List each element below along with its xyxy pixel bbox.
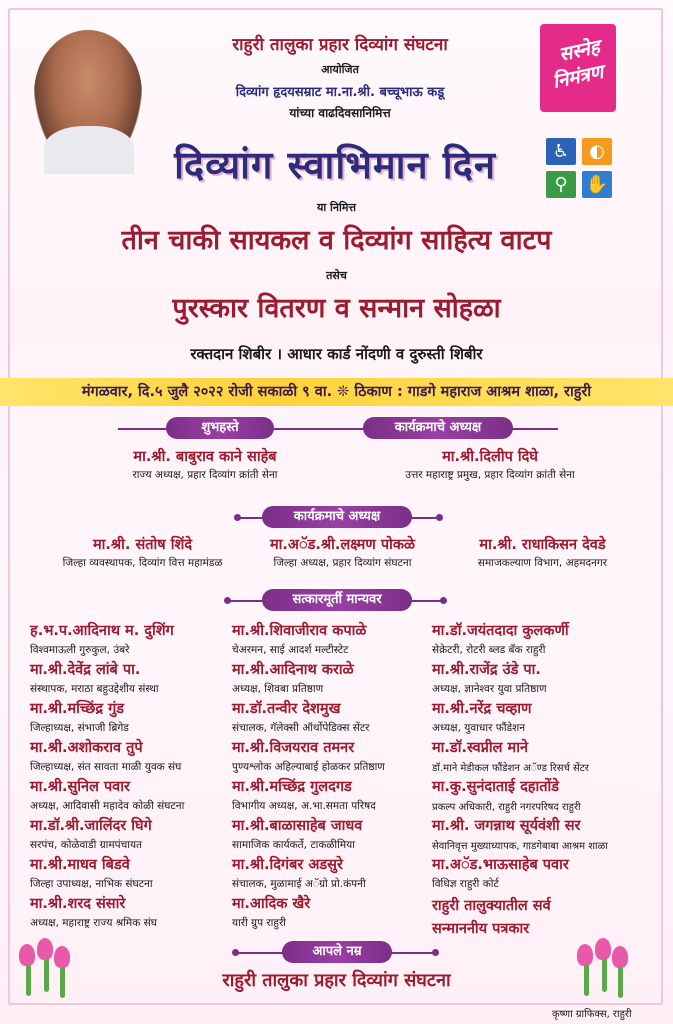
honoree-desc: विभागीय अध्यक्ष, अ.भा.समता परिषद bbox=[232, 800, 376, 812]
adhyaksha1-desc: उत्तर महाराष्ट्र प्रमुख, प्रहार दिव्यांग क्रांती सेना bbox=[405, 469, 575, 481]
honoree-desc: जिल्हाध्यक्ष, संभाजी ब्रिगेड bbox=[30, 722, 129, 734]
adhyaksha-label-2: कार्यक्रमाचे अध्यक्ष bbox=[262, 506, 412, 528]
honoree-desc: विश्वमाऊली गुरुकुल, उंबरे bbox=[30, 644, 130, 656]
rule-dot bbox=[440, 597, 447, 604]
tulip-decoration-left bbox=[14, 930, 74, 1000]
honoree-desc: संस्थापक, मराठा बहुउद्देशीय संस्था bbox=[30, 683, 159, 695]
honoree-name: मा.डॉ.श्री.जालिंदर घिगे bbox=[30, 818, 152, 834]
honoree-name: मा.श्री. जगन्नाथ सूर्यवंशी सर bbox=[432, 818, 581, 834]
honoree-desc: सेवानिवृत्त मुख्याध्यापक, गाडगेबाबा आश्रम शाळा bbox=[432, 841, 608, 852]
honoree-name: मा.कु.सुनंदाताई दहातोंडे bbox=[432, 779, 560, 795]
honoree-name: मा.अॅड.भाऊसाहेब पवार bbox=[432, 857, 569, 873]
sasneh-nimantran-badge bbox=[540, 24, 616, 112]
honoree-desc: यारी ग्रुप राहुरी bbox=[232, 917, 286, 929]
adhyaksha2-name-1: मा.श्री. संतोष शिंदे bbox=[92, 537, 193, 553]
sign-language-icon: ✋ bbox=[582, 171, 612, 198]
honoree-name: मा.श्री.विजयराव तमनर bbox=[232, 740, 355, 756]
shubhhaste-label: शुभहस्ते bbox=[166, 417, 274, 439]
honoree-name: मा.श्री.आदिनाथ कराळे bbox=[232, 662, 354, 678]
adhyaksha2-desc-2: जिल्हा अध्यक्ष, प्रहार दिव्यांग संघटना bbox=[273, 557, 412, 569]
honoree-desc: अध्यक्ष, महाराष्ट्र राज्य श्रमिक संघ bbox=[30, 917, 157, 929]
honoree-name: मा.श्री.राजेंद्र उंडे पा. bbox=[432, 662, 541, 678]
leader-name: दिव्यांग हृदयसम्राट मा.ना.श्री. बच्चूभाऊ कडू bbox=[235, 85, 445, 100]
honoree-name: मा.डॉ.तन्वीर देशमुख bbox=[232, 701, 341, 717]
honoree-name: मा.श्री.सुनिल पवार bbox=[30, 779, 130, 795]
honoree-name: मा.श्री.बाळासाहेब जाधव bbox=[232, 818, 363, 834]
ya-nimitta: या निमित्त bbox=[316, 201, 357, 214]
adhyaksha2-desc-3: समाजकल्याण विभाग, अहमदनगर bbox=[477, 557, 608, 569]
honoree-name: मा.श्री.दिगंबर अडसुरे bbox=[232, 857, 343, 873]
honoree-desc: सामाजिक कार्यकर्ते, टाकळीमिया bbox=[232, 839, 355, 851]
hearing-icon: ◐ bbox=[582, 138, 612, 165]
main-title: दिव्यांग स्वाभिमान दिन bbox=[174, 142, 496, 187]
honoree-name: मा.श्री.मच्छिंद्र गुलदगड bbox=[232, 779, 352, 795]
honoree-name: ह.भ.प.आदिनाथ म. दुशिंग bbox=[30, 623, 174, 639]
event-distribution-title: तीन चाकी सायकल व दिव्यांग साहित्य वाटप bbox=[121, 225, 552, 256]
honoree-desc: अध्यक्ष, आदिवासी महादेव कोळी संघटना bbox=[30, 800, 185, 812]
honoree-name: मा.श्री.शिवाजीराव कपाळे bbox=[232, 623, 367, 639]
honoree-name: मा.श्री.मच्छिंद्र गुंड bbox=[30, 701, 125, 717]
adhyaksha2-name-3: मा.श्री. राधाकिसन देवडे bbox=[479, 537, 606, 553]
honoree-desc: अध्यक्ष, शिवबा प्रतिष्ठाण bbox=[232, 683, 324, 695]
adhyaksha1-name: मा.श्री.दिलीप दिघे bbox=[442, 449, 538, 465]
badge-line-1: सस्नेह bbox=[557, 35, 602, 66]
rule-dot bbox=[234, 514, 241, 521]
honoree-name: मा.डॉ.जयंतदादा कुलकर्णी bbox=[432, 623, 569, 639]
badge-line-2: निमंत्रण bbox=[550, 60, 606, 94]
rule-dot bbox=[224, 597, 231, 604]
disability-icons bbox=[546, 138, 616, 200]
birthday-line: यांच्या वाढदिवसानिमित्त bbox=[289, 106, 391, 120]
honoree-name: मा.डॉ.स्वप्नील माने bbox=[432, 740, 529, 756]
shubhhaste-desc: राज्य अध्यक्ष, प्रहार दिव्यांग क्रांती सेना bbox=[132, 469, 278, 481]
satkar-label: सत्कारमूर्ती मान्यवर bbox=[262, 589, 412, 611]
adhyaksha2-desc-1: जिल्हा व्यवस्थापक, दिव्यांग वित्त महामंडळ bbox=[62, 557, 223, 569]
honoree-name: सन्माननीय पत्रकार bbox=[432, 921, 530, 937]
honoree-name: मा.श्री.शरद संसारे bbox=[30, 896, 126, 912]
organizer-label: आयोजित bbox=[321, 63, 359, 76]
honoree-name: मा.आदिक खैरे bbox=[232, 896, 311, 912]
honoree-desc: अध्यक्ष, युवाधार फौंडेशन bbox=[432, 722, 526, 734]
honoree-name: मा.श्री.माधव बिडवे bbox=[30, 857, 130, 873]
honoree-desc: अध्यक्ष, ज्ञानेश्वर युवा प्रतिष्ठाण bbox=[432, 683, 547, 695]
footer-label: आपले नम्र bbox=[282, 941, 392, 963]
honoree-desc: पुण्यश्लोक अहिल्याबाई होळकर प्रतिष्ठाण bbox=[232, 761, 385, 773]
wheelchair-icon: ♿ bbox=[546, 138, 576, 165]
honoree-name: राहुरी तालुक्यातील सर्व bbox=[432, 898, 551, 914]
honoree-name: मा.श्री.नरेंद्र चव्हाण bbox=[432, 701, 532, 717]
honoree-desc: सरपंच, कोळेवाडी ग्रामपंचायत bbox=[30, 839, 143, 851]
honoree-desc: प्रकल्प अधिकारी, राहुरी नगरपरिषद राहुरी bbox=[432, 802, 581, 813]
organizer-name: राहुरी तालुका प्रहार दिव्यांग संघटना bbox=[232, 35, 448, 55]
honoree-desc: जिल्हा उपाध्यक्ष, नाभिक संघटना bbox=[30, 878, 153, 890]
leader-photo bbox=[34, 30, 142, 172]
honoree-name: मा.श्री.अशोकराव तुपे bbox=[30, 740, 143, 756]
designer-credit: कृष्णा ग्राफिक्स, राहुरी bbox=[552, 1009, 632, 1020]
rule-dot bbox=[432, 949, 439, 956]
honoree-desc: डॉ.माने मेडीकल फौंडेशन अॅण्ड रिसर्च सेंटर bbox=[432, 763, 589, 774]
blind-person-icon: ⚲ bbox=[546, 171, 576, 198]
honoree-desc: जिल्हाध्यक्ष, संत सावता माळी युवक संघ bbox=[30, 761, 182, 773]
honoree-desc: संचालक, मुळामाई अॅग्रो प्रो.कंपनी bbox=[232, 878, 366, 890]
event-award-title: पुरस्कार वितरण व सन्मान सोहळा bbox=[172, 293, 501, 324]
honoree-desc: चेअरमन, साई आदर्श मल्टीस्टेट bbox=[232, 644, 349, 656]
tasech: तसेच bbox=[326, 269, 347, 282]
adhyaksha-label-1: कार्यक्रमाचे अध्यक्ष bbox=[363, 417, 513, 439]
tulip-decoration-right bbox=[572, 930, 632, 1000]
date-venue-band: मंगळवार, दि.५ जुलै २०२२ रोजी सकाळी ९ वा. ❊ ठिकाण : गाडगे महाराज आश्रम शाळा, राहुरी bbox=[0, 378, 673, 406]
honoree-desc: संचालक, गॅलेक्सी ऑर्थोपेडिक्स सेंटर bbox=[232, 722, 370, 734]
shubhhaste-name: मा.श्री. बाबुराव काने साहेब bbox=[133, 449, 277, 465]
honoree-desc: विधिज्ञ राहुरी कोर्ट bbox=[432, 878, 499, 890]
adhyaksha2-name-2: मा.अॅड.श्री.लक्ष्मण पोकळे bbox=[269, 537, 416, 553]
honoree-name: मा.श्री.देवेंद्र लांबे पा. bbox=[30, 662, 141, 678]
honoree-desc: सेक्रेटरी, रोटरी ब्लड बँक राहुरी bbox=[432, 644, 546, 656]
rule-dot bbox=[436, 514, 443, 521]
rule-dot bbox=[232, 949, 239, 956]
footer-org: राहुरी तालुका प्रहार दिव्यांग संघटना bbox=[222, 970, 451, 991]
camps-line: रक्तदान शिबीर । आधार कार्ड नोंदणी व दुरुस्ती शिबीर bbox=[190, 345, 483, 363]
